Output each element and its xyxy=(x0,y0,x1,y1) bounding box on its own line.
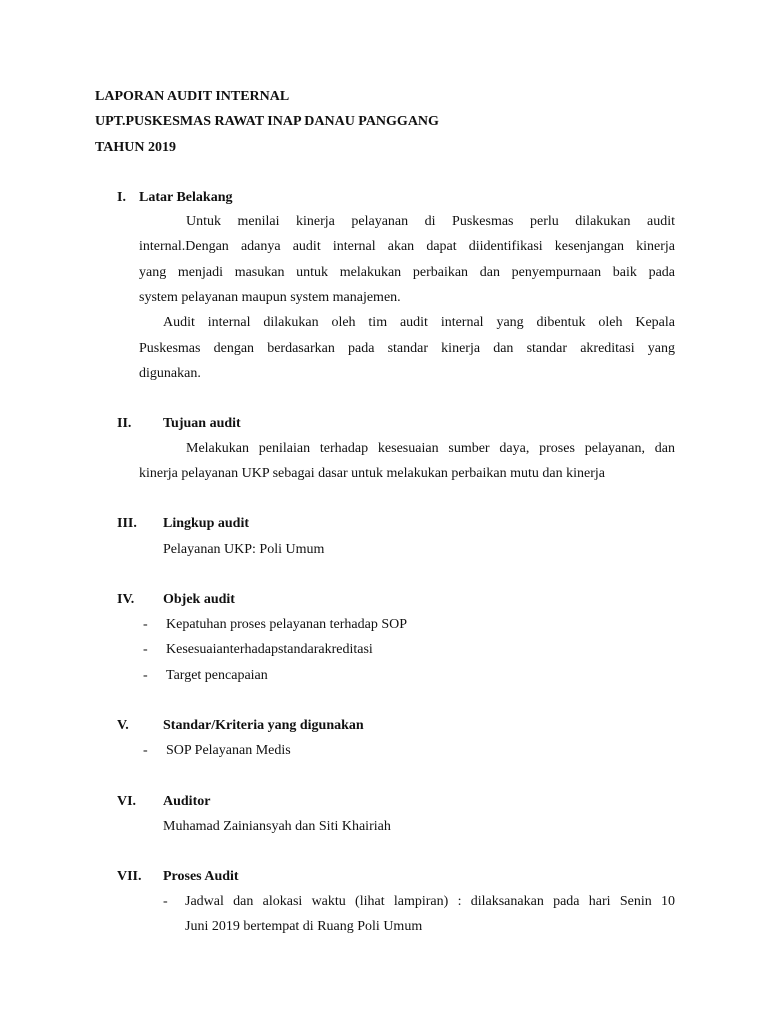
list-bullet: - xyxy=(143,642,148,657)
section-heading-lingkup-audit: Lingkup audit xyxy=(163,516,249,531)
list-bullet: - xyxy=(143,617,148,632)
list-bullet: - xyxy=(163,894,168,909)
section-number-3: III. xyxy=(117,516,137,531)
auditor-names: Muhamad Zainiansyah dan Siti Khairiah xyxy=(163,819,391,834)
list-bullet: - xyxy=(143,668,148,683)
section-heading-tujuan-audit: Tujuan audit xyxy=(163,416,241,431)
paragraph-line: Jadwal dan alokasi waktu (lihat lampiran) : dilaksanakan pada hari Senin 10 xyxy=(185,894,675,909)
paragraph-line: kinerja pelayanan UKP sebagai dasar untuk melakukan perbaikan mutu dan kinerja xyxy=(139,466,605,481)
list-bullet: - xyxy=(143,743,148,758)
report-title: LAPORAN AUDIT INTERNAL xyxy=(95,89,290,104)
section-number-6: VI. xyxy=(117,794,137,809)
list-item: Target pencapaian xyxy=(166,668,268,683)
section-number-7: VII. xyxy=(117,869,142,884)
section-number-1: I. xyxy=(117,190,126,205)
section-heading-latar-belakang: Latar Belakang xyxy=(139,190,233,205)
section-heading-auditor: Auditor xyxy=(163,794,211,809)
section-heading-standar: Standar/Kriteria yang digunakan xyxy=(163,718,364,733)
paragraph-line: Untuk menilai kinerja pelayanan di Puskesmas perlu dilakukan audit xyxy=(186,214,675,229)
section-number-5: V. xyxy=(117,718,129,733)
paragraph-line: Melakukan penilaian terhadap kesesuaian sumber daya, proses pelayanan, dan xyxy=(186,441,675,456)
report-year: TAHUN 2019 xyxy=(95,140,177,155)
organization-name: UPT.PUSKESMAS RAWAT INAP DANAU PANGGANG xyxy=(95,114,439,129)
list-item: SOP Pelayanan Medis xyxy=(166,743,291,758)
paragraph-line: Juni 2019 bertempat di Ruang Poli Umum xyxy=(185,919,423,934)
section-heading-objek-audit: Objek audit xyxy=(163,592,235,607)
paragraph-line: Audit internal dilakukan oleh tim audit internal yang dibentuk oleh Kepala xyxy=(163,315,675,330)
paragraph-line: Puskesmas dengan berdasarkan pada standar kinerja dan standar akreditasi yang xyxy=(139,341,675,356)
section-number-4: IV. xyxy=(117,592,135,607)
list-item: Kesesuaianterhadapstandarakreditasi xyxy=(166,642,373,657)
section-heading-proses-audit: Proses Audit xyxy=(163,869,239,884)
paragraph-line: system pelayanan maupun system manajemen. xyxy=(139,290,401,305)
paragraph-line: digunakan. xyxy=(139,366,201,381)
paragraph-line: internal.Dengan adanya audit internal akan dapat diidentifikasi kesenjangan kinerja xyxy=(139,239,675,254)
scope-text: Pelayanan UKP: Poli Umum xyxy=(163,542,325,557)
paragraph-line: yang menjadi masukan untuk melakukan perbaikan dan penyempurnaan baik pada xyxy=(139,265,675,280)
list-item: Kepatuhan proses pelayanan terhadap SOP xyxy=(166,617,408,632)
section-number-2: II. xyxy=(117,416,132,431)
